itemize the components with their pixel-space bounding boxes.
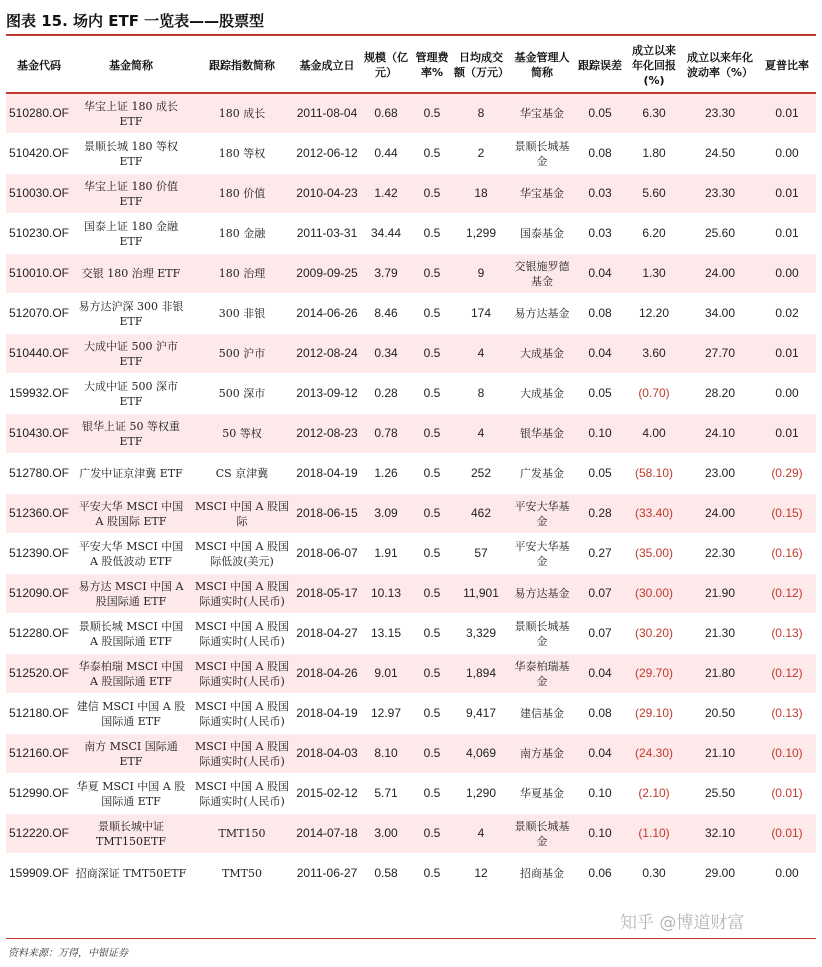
cell-inception-date: 2013-09-12	[294, 374, 360, 414]
cell-inception-date: 2018-06-15	[294, 494, 360, 534]
cell-fund-name: 平安大华 MSCI 中国 A 股低波动 ETF	[72, 534, 190, 574]
cell-fee-rate: 0.5	[412, 214, 452, 254]
cell-annual-return: 1.80	[626, 134, 682, 174]
cell-size: 1.26	[360, 454, 412, 494]
table-row	[6, 534, 816, 574]
cell-tracking-error: 0.05	[574, 374, 626, 414]
cell-sharpe: (0.12)	[758, 654, 816, 694]
cell-manager: 交银施罗德基金	[510, 254, 574, 294]
table-body	[6, 93, 816, 894]
cell-tracking-error: 0.04	[574, 734, 626, 774]
cell-size: 1.42	[360, 174, 412, 214]
cell-index-name: 500 沪市	[190, 334, 294, 374]
cell-annual-return: 5.60	[626, 174, 682, 214]
cell-annual-return: (24.30)	[626, 734, 682, 774]
table-row	[6, 574, 816, 614]
table-row	[6, 334, 816, 374]
cell-fund-name: 华宝上证 180 成长 ETF	[72, 93, 190, 134]
header-row	[6, 38, 816, 93]
cell-fund-code: 512990.OF	[6, 774, 72, 814]
cell-index-name: MSCI 中国 A 股国际通实时(人民币)	[190, 734, 294, 774]
cell-index-name: 500 深市	[190, 374, 294, 414]
cell-tracking-error: 0.10	[574, 774, 626, 814]
cell-index-name: MSCI 中国 A 股国际通实时(人民币)	[190, 614, 294, 654]
header-size: 规模（亿元）	[360, 38, 412, 93]
cell-manager: 平安大华基金	[510, 494, 574, 534]
cell-fee-rate: 0.5	[412, 334, 452, 374]
watermark: 知乎 @博道财富	[620, 913, 745, 933]
cell-annual-return: 12.20	[626, 294, 682, 334]
table-row	[6, 694, 816, 734]
cell-sharpe: 0.01	[758, 174, 816, 214]
cell-manager: 华宝基金	[510, 174, 574, 214]
cell-annual-volatility: 21.80	[682, 654, 758, 694]
cell-size: 3.00	[360, 814, 412, 854]
cell-index-name: MSCI 中国 A 股国际	[190, 494, 294, 534]
cell-size: 13.15	[360, 614, 412, 654]
cell-inception-date: 2015-02-12	[294, 774, 360, 814]
cell-tracking-error: 0.06	[574, 854, 626, 894]
cell-tracking-error: 0.04	[574, 334, 626, 374]
cell-annual-return: 0.30	[626, 854, 682, 894]
cell-fee-rate: 0.5	[412, 814, 452, 854]
table-row	[6, 294, 816, 334]
cell-annual-volatility: 21.10	[682, 734, 758, 774]
cell-size: 8.46	[360, 294, 412, 334]
cell-annual-volatility: 25.60	[682, 214, 758, 254]
cell-size: 9.01	[360, 654, 412, 694]
cell-sharpe: 0.01	[758, 414, 816, 454]
cell-fund-code: 510010.OF	[6, 254, 72, 294]
cell-daily-turnover: 4	[452, 414, 510, 454]
cell-annual-return: 3.60	[626, 334, 682, 374]
cell-sharpe: (0.12)	[758, 574, 816, 614]
cell-manager: 景顺长城基金	[510, 614, 574, 654]
cell-inception-date: 2011-03-31	[294, 214, 360, 254]
cell-annual-volatility: 24.10	[682, 414, 758, 454]
table-row	[6, 454, 816, 494]
cell-annual-volatility: 27.70	[682, 334, 758, 374]
cell-index-name: 180 金融	[190, 214, 294, 254]
cell-index-name: TMT50	[190, 854, 294, 894]
table-row	[6, 734, 816, 774]
cell-annual-volatility: 32.10	[682, 814, 758, 854]
cell-fund-code: 512780.OF	[6, 454, 72, 494]
cell-daily-turnover: 18	[452, 174, 510, 214]
cell-annual-volatility: 25.50	[682, 774, 758, 814]
footer-divider	[6, 938, 816, 939]
cell-fee-rate: 0.5	[412, 254, 452, 294]
cell-inception-date: 2012-08-23	[294, 414, 360, 454]
cell-fund-name: 国泰上证 180 金融 ETF	[72, 214, 190, 254]
cell-fee-rate: 0.5	[412, 374, 452, 414]
cell-manager: 广发基金	[510, 454, 574, 494]
cell-fund-name: 建信 MSCI 中国 A 股国际通 ETF	[72, 694, 190, 734]
cell-daily-turnover: 8	[452, 374, 510, 414]
cell-daily-turnover: 12	[452, 854, 510, 894]
cell-annual-volatility: 24.50	[682, 134, 758, 174]
cell-daily-turnover: 8	[452, 93, 510, 134]
cell-index-name: TMT150	[190, 814, 294, 854]
cell-size: 3.09	[360, 494, 412, 534]
cell-index-name: 180 成长	[190, 93, 294, 134]
table-row	[6, 614, 816, 654]
cell-fund-name: 南方 MSCI 国际通 ETF	[72, 734, 190, 774]
cell-fund-code: 510440.OF	[6, 334, 72, 374]
cell-index-name: CS 京津冀	[190, 454, 294, 494]
cell-annual-return: 1.30	[626, 254, 682, 294]
cell-manager: 国泰基金	[510, 214, 574, 254]
cell-size: 1.91	[360, 534, 412, 574]
cell-fund-name: 景顺长城中证 TMT150ETF	[72, 814, 190, 854]
cell-fund-code: 510030.OF	[6, 174, 72, 214]
cell-fee-rate: 0.5	[412, 494, 452, 534]
cell-size: 12.97	[360, 694, 412, 734]
table-row	[6, 174, 816, 214]
cell-daily-turnover: 1,894	[452, 654, 510, 694]
cell-fund-name: 易方达 MSCI 中国 A 股国际通 ETF	[72, 574, 190, 614]
cell-size: 10.13	[360, 574, 412, 614]
cell-size: 8.10	[360, 734, 412, 774]
cell-inception-date: 2018-04-19	[294, 694, 360, 734]
cell-size: 0.78	[360, 414, 412, 454]
cell-size: 34.44	[360, 214, 412, 254]
cell-index-name: MSCI 中国 A 股国际通实时(人民币)	[190, 654, 294, 694]
cell-manager: 景顺长城基金	[510, 134, 574, 174]
cell-tracking-error: 0.04	[574, 254, 626, 294]
cell-fee-rate: 0.5	[412, 534, 452, 574]
cell-annual-volatility: 29.00	[682, 854, 758, 894]
table-row	[6, 214, 816, 254]
cell-fee-rate: 0.5	[412, 854, 452, 894]
cell-tracking-error: 0.03	[574, 214, 626, 254]
cell-manager: 大成基金	[510, 374, 574, 414]
cell-inception-date: 2012-06-12	[294, 134, 360, 174]
header-daily-turnover: 日均成交额（万元）	[452, 38, 510, 93]
cell-annual-volatility: 23.00	[682, 454, 758, 494]
cell-tracking-error: 0.05	[574, 93, 626, 134]
cell-manager: 建信基金	[510, 694, 574, 734]
cell-daily-turnover: 4,069	[452, 734, 510, 774]
cell-tracking-error: 0.07	[574, 614, 626, 654]
cell-daily-turnover: 9	[452, 254, 510, 294]
cell-fee-rate: 0.5	[412, 734, 452, 774]
cell-manager: 华泰柏瑞基金	[510, 654, 574, 694]
cell-size: 0.58	[360, 854, 412, 894]
cell-annual-return: 6.20	[626, 214, 682, 254]
cell-index-name: 50 等权	[190, 414, 294, 454]
cell-daily-turnover: 4	[452, 334, 510, 374]
cell-fund-code: 510430.OF	[6, 414, 72, 454]
cell-annual-return: (33.40)	[626, 494, 682, 534]
cell-inception-date: 2014-06-26	[294, 294, 360, 334]
cell-tracking-error: 0.28	[574, 494, 626, 534]
cell-tracking-error: 0.03	[574, 174, 626, 214]
cell-fund-name: 大成中证 500 沪市 ETF	[72, 334, 190, 374]
cell-daily-turnover: 1,290	[452, 774, 510, 814]
table-row	[6, 374, 816, 414]
cell-fund-name: 招商深证 TMT50ETF	[72, 854, 190, 894]
cell-sharpe: (0.13)	[758, 614, 816, 654]
cell-daily-turnover: 2	[452, 134, 510, 174]
header-annual-volatility: 成立以来年化波动率（%）	[682, 38, 758, 93]
cell-daily-turnover: 3,329	[452, 614, 510, 654]
cell-annual-return: 6.30	[626, 93, 682, 134]
cell-index-name: 300 非银	[190, 294, 294, 334]
cell-sharpe: 0.00	[758, 134, 816, 174]
cell-annual-volatility: 23.30	[682, 174, 758, 214]
cell-annual-return: (30.20)	[626, 614, 682, 654]
table-row	[6, 93, 816, 134]
cell-manager: 银华基金	[510, 414, 574, 454]
cell-inception-date: 2011-08-04	[294, 93, 360, 134]
cell-sharpe: (0.10)	[758, 734, 816, 774]
cell-fee-rate: 0.5	[412, 414, 452, 454]
header-annual-return: 成立以来年化回报(%)	[626, 38, 682, 93]
cell-inception-date: 2018-05-17	[294, 574, 360, 614]
cell-annual-return: 4.00	[626, 414, 682, 454]
table-row	[6, 814, 816, 854]
cell-fund-code: 512090.OF	[6, 574, 72, 614]
cell-sharpe: 0.00	[758, 374, 816, 414]
cell-index-name: 180 治理	[190, 254, 294, 294]
cell-tracking-error: 0.10	[574, 814, 626, 854]
cell-inception-date: 2018-04-19	[294, 454, 360, 494]
table-row	[6, 134, 816, 174]
cell-annual-return: (1.10)	[626, 814, 682, 854]
title-divider	[6, 34, 816, 36]
cell-sharpe: 0.00	[758, 254, 816, 294]
cell-size: 5.71	[360, 774, 412, 814]
cell-annual-return: (2.10)	[626, 774, 682, 814]
cell-tracking-error: 0.08	[574, 694, 626, 734]
cell-annual-volatility: 21.90	[682, 574, 758, 614]
cell-fee-rate: 0.5	[412, 174, 452, 214]
cell-annual-return: (58.10)	[626, 454, 682, 494]
cell-fund-code: 512360.OF	[6, 494, 72, 534]
cell-sharpe: (0.01)	[758, 814, 816, 854]
cell-fund-code: 512280.OF	[6, 614, 72, 654]
cell-manager: 平安大华基金	[510, 534, 574, 574]
cell-fee-rate: 0.5	[412, 774, 452, 814]
cell-fund-code: 512070.OF	[6, 294, 72, 334]
cell-size: 0.28	[360, 374, 412, 414]
cell-fee-rate: 0.5	[412, 454, 452, 494]
cell-daily-turnover: 252	[452, 454, 510, 494]
table-row	[6, 654, 816, 694]
cell-fund-name: 景顺长城 180 等权 ETF	[72, 134, 190, 174]
cell-inception-date: 2011-06-27	[294, 854, 360, 894]
header-sharpe: 夏普比率	[758, 38, 816, 93]
cell-fund-code: 512390.OF	[6, 534, 72, 574]
cell-daily-turnover: 9,417	[452, 694, 510, 734]
cell-index-name: MSCI 中国 A 股国际通实时(人民币)	[190, 694, 294, 734]
table-title: 图表 15. 场内 ETF 一览表——股票型	[6, 12, 265, 30]
cell-fund-code: 512160.OF	[6, 734, 72, 774]
cell-annual-return: (29.10)	[626, 694, 682, 734]
header-inception-date: 基金成立日	[294, 38, 360, 93]
cell-sharpe: 0.00	[758, 854, 816, 894]
cell-fund-name: 广发中证京津冀 ETF	[72, 454, 190, 494]
cell-inception-date: 2012-08-24	[294, 334, 360, 374]
cell-tracking-error: 0.10	[574, 414, 626, 454]
cell-annual-volatility: 24.00	[682, 254, 758, 294]
cell-daily-turnover: 57	[452, 534, 510, 574]
cell-fee-rate: 0.5	[412, 294, 452, 334]
cell-daily-turnover: 1,299	[452, 214, 510, 254]
header-fund-name: 基金简称	[72, 38, 190, 93]
cell-fund-code: 510280.OF	[6, 93, 72, 134]
cell-tracking-error: 0.27	[574, 534, 626, 574]
table-row	[6, 854, 816, 894]
cell-manager: 南方基金	[510, 734, 574, 774]
cell-daily-turnover: 174	[452, 294, 510, 334]
cell-size: 0.68	[360, 93, 412, 134]
cell-inception-date: 2018-04-27	[294, 614, 360, 654]
cell-sharpe: 0.01	[758, 214, 816, 254]
cell-fee-rate: 0.5	[412, 574, 452, 614]
header-index-name: 跟踪指数简称	[190, 38, 294, 93]
cell-index-name: 180 等权	[190, 134, 294, 174]
table-row	[6, 494, 816, 534]
cell-inception-date: 2018-04-03	[294, 734, 360, 774]
cell-fund-name: 华宝上证 180 价值 ETF	[72, 174, 190, 214]
cell-size: 0.34	[360, 334, 412, 374]
cell-manager: 景顺长城基金	[510, 814, 574, 854]
cell-index-name: MSCI 中国 A 股国际低波(美元)	[190, 534, 294, 574]
table-row	[6, 414, 816, 454]
cell-daily-turnover: 4	[452, 814, 510, 854]
cell-size: 0.44	[360, 134, 412, 174]
cell-index-name: MSCI 中国 A 股国际通实时(人民币)	[190, 574, 294, 614]
cell-fund-name: 交银 180 治理 ETF	[72, 254, 190, 294]
cell-annual-volatility: 34.00	[682, 294, 758, 334]
cell-fund-name: 银华上证 50 等权重 ETF	[72, 414, 190, 454]
cell-annual-volatility: 21.30	[682, 614, 758, 654]
cell-annual-return: (0.70)	[626, 374, 682, 414]
cell-tracking-error: 0.07	[574, 574, 626, 614]
cell-fund-code: 512520.OF	[6, 654, 72, 694]
cell-index-name: MSCI 中国 A 股国际通实时(人民币)	[190, 774, 294, 814]
header-manager: 基金管理人简称	[510, 38, 574, 93]
cell-sharpe: (0.01)	[758, 774, 816, 814]
cell-inception-date: 2014-07-18	[294, 814, 360, 854]
cell-annual-volatility: 23.30	[682, 93, 758, 134]
header-fee-rate: 管理费率%	[412, 38, 452, 93]
header-tracking-error: 跟踪误差	[574, 38, 626, 93]
cell-inception-date: 2010-04-23	[294, 174, 360, 214]
cell-fund-name: 华泰柏瑞 MSCI 中国 A 股国际通 ETF	[72, 654, 190, 694]
cell-inception-date: 2018-06-07	[294, 534, 360, 574]
header-fund-code: 基金代码	[6, 38, 72, 93]
source-note: 资料来源：万得，中银证券	[8, 948, 128, 959]
cell-sharpe: 0.01	[758, 334, 816, 374]
cell-fee-rate: 0.5	[412, 134, 452, 174]
cell-tracking-error: 0.05	[574, 454, 626, 494]
cell-annual-volatility: 24.00	[682, 494, 758, 534]
cell-manager: 易方达基金	[510, 294, 574, 334]
cell-size: 3.79	[360, 254, 412, 294]
cell-annual-return: (29.70)	[626, 654, 682, 694]
cell-inception-date: 2009-09-25	[294, 254, 360, 294]
cell-fund-name: 大成中证 500 深市 ETF	[72, 374, 190, 414]
cell-fee-rate: 0.5	[412, 694, 452, 734]
cell-annual-volatility: 22.30	[682, 534, 758, 574]
cell-fund-name: 华夏 MSCI 中国 A 股国际通 ETF	[72, 774, 190, 814]
cell-fee-rate: 0.5	[412, 93, 452, 134]
cell-annual-volatility: 28.20	[682, 374, 758, 414]
cell-fund-name: 易方达沪深 300 非银 ETF	[72, 294, 190, 334]
cell-manager: 华夏基金	[510, 774, 574, 814]
cell-manager: 易方达基金	[510, 574, 574, 614]
cell-manager: 招商基金	[510, 854, 574, 894]
cell-annual-return: (35.00)	[626, 534, 682, 574]
cell-sharpe: (0.13)	[758, 694, 816, 734]
cell-tracking-error: 0.08	[574, 134, 626, 174]
cell-tracking-error: 0.04	[574, 654, 626, 694]
cell-annual-return: (30.00)	[626, 574, 682, 614]
cell-fund-code: 159932.OF	[6, 374, 72, 414]
cell-fund-name: 景顺长城 MSCI 中国 A 股国际通 ETF	[72, 614, 190, 654]
cell-fund-name: 平安大华 MSCI 中国 A 股国际 ETF	[72, 494, 190, 534]
cell-daily-turnover: 462	[452, 494, 510, 534]
table-row	[6, 254, 816, 294]
etf-table	[6, 38, 816, 894]
cell-inception-date: 2018-04-26	[294, 654, 360, 694]
cell-fund-code: 512180.OF	[6, 694, 72, 734]
cell-fee-rate: 0.5	[412, 654, 452, 694]
cell-manager: 大成基金	[510, 334, 574, 374]
cell-index-name: 180 价值	[190, 174, 294, 214]
cell-sharpe: 0.01	[758, 93, 816, 134]
cell-fund-code: 510230.OF	[6, 214, 72, 254]
cell-sharpe: (0.16)	[758, 534, 816, 574]
cell-fund-code: 159909.OF	[6, 854, 72, 894]
cell-fund-code: 512220.OF	[6, 814, 72, 854]
cell-fee-rate: 0.5	[412, 614, 452, 654]
cell-daily-turnover: 11,901	[452, 574, 510, 614]
cell-fund-code: 510420.OF	[6, 134, 72, 174]
cell-sharpe: 0.02	[758, 294, 816, 334]
cell-tracking-error: 0.08	[574, 294, 626, 334]
cell-sharpe: (0.29)	[758, 454, 816, 494]
cell-manager: 华宝基金	[510, 93, 574, 134]
cell-annual-volatility: 20.50	[682, 694, 758, 734]
table-row	[6, 774, 816, 814]
cell-sharpe: (0.15)	[758, 494, 816, 534]
